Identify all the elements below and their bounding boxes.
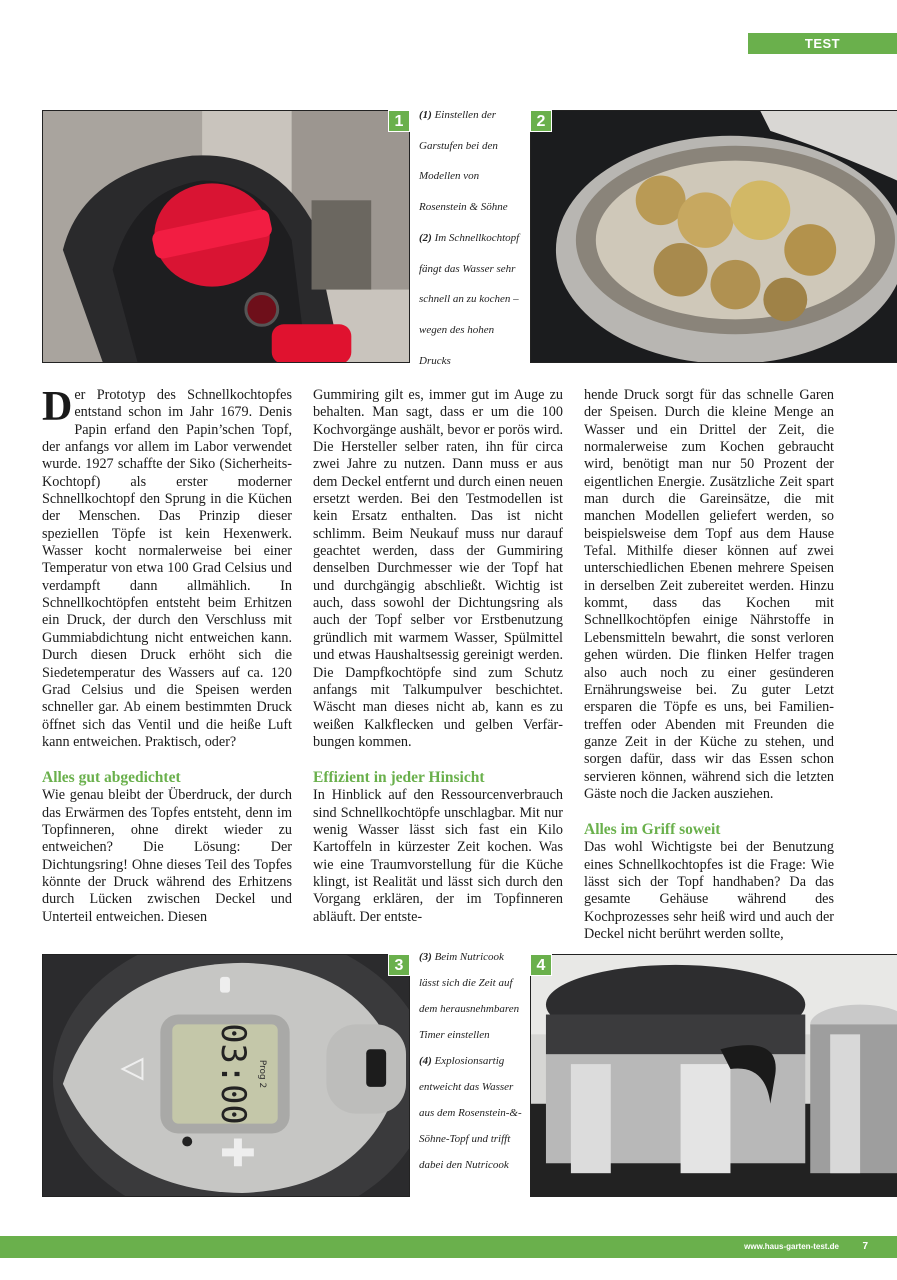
col3-section-text: Das wohl Wichtigste bei der Benutzung eines Schnellkochtopfes ist die Frage: Wie lässt sich der Topf handhaben? Da das gesamte Gehäuse während des Kochprozesses sehr heiß wird und auch der Deckel nicht berührt werden sollte, (584, 839, 834, 942)
pressure-lid-dial-image (43, 111, 409, 362)
drop-cap: D (42, 384, 73, 430)
page-footer (0, 1236, 897, 1258)
timer-time-readout: 03:00 (214, 1023, 254, 1125)
caption-4-text: Explosionsartig entweicht das Wasser aus dem Rosenstein-&-Söhne-Topf und trifft dabei den Nutricook (419, 1055, 522, 1171)
boiling-potatoes-image (531, 111, 897, 362)
photo-pressure-cookers (530, 954, 897, 1197)
photo-number-4: 4 (530, 954, 552, 976)
photo-lid-dial (42, 110, 410, 363)
caption-top (419, 100, 525, 376)
caption-2-label: (2) (419, 231, 432, 244)
article-column-1 (42, 384, 292, 926)
article-intro-paragraph (42, 384, 292, 751)
col1-intro-text: er Prototyp des Schnellkochtopfes entstand schon im Jahr 1679. Denis Papin erfand den Papin’schen Topf, der anfangs vor allem im Labor verwendet wurde. 1927 schaffte der Siko (Sicherheits-Kochtopf) als erster moderner Schnellkochtopf den Sprung in die Küchen der Menschen. Das Prinzip dieser speziellen Töpfe ist kein Hexenwerk. Wasser kocht normalerweise bei einer Temperatur von etwa 100 Grad Celsius und verdampft dann allmählich. In Schnellkochtöpfen entsteht beim Erhitzen ein Druck, der durch den Verschluss mit Gummiabdichtung nicht entweichen kann. Durch diesen Druck erhöht sich die Siedetemperatur des Wassers auf ca. 120 Grad Celsius und die Speisen werden schneller gar. Ab einem bestimmten Druck öffnet sich das Ventil und die heiße Luft kann entweichen. Praktisch, oder? (42, 387, 292, 750)
col3-intro-text: hende Druck sorgt für das schnelle Garen der Speisen. Durch die kleine Menge an Wasser und ein Drittel der Zeit, die normalerweise zum Kochen gebraucht wird, benötigt man nur 50 Prozent der eigentlichen Energie. Zusätzliche Zeit spart man durch die Gareinsätze, die mit manchen Modellen geliefert werden, so beispielsweise dem Topf aus dem Hause Tefal. Mithilfe dieser können auf zwei unterschiedlichen Ebenen mehrere Speisen in derselben Zeit zubereitet werden. Hinzu kommt, dass das Kochen mit Schnellkochtöpfen einige Nährstoffe in Lebensmitteln bewahrt, die sonst verloren gehen würden. Die flinken Helfer tragen also auch noch zu einer gesünderen Ernährungsweise bei. Zu guter Letzt ersparen die Töpfe es uns, bei Familientreffen oder Abenden mit Freunden die ganze Zeit in der Küche zu stehen, und sorgen dafür, dass wir das Essen schon servieren können, während sich die letzten Gäste noch die Jacken ausziehen. (584, 387, 834, 802)
photo-number-3: 3 (388, 954, 410, 976)
col1-section-text: Wie genau bleibt der Überdruck, der durch das Erwärmen des Topfes entsteht, denn im Topfinneren, ohne direkt wieder zu entweichen? Die Lösung: Der Dichtungsring! Ohne dieses Teil des Topfes könnte der Druck während des Erhitzens durch Lücken zwischen Deckel und Unterteil entweichen. Diesen (42, 787, 292, 925)
photo-digital-timer (42, 954, 410, 1197)
photo-number-1: 1 (388, 110, 410, 132)
caption-3-label: (3) (419, 951, 432, 963)
caption-1-label: (1) (419, 109, 432, 121)
photo-number-2: 2 (530, 110, 552, 132)
caption-3-text: Beim Nutricook lässt sich die Zeit auf dem herausnehmbaren Timer einstellen (419, 951, 520, 1041)
caption-4-label: (4) (419, 1055, 432, 1067)
timer-program-readout: Prog 2 (256, 1059, 267, 1089)
page-number: 7 (862, 1241, 868, 1252)
caption-1-text: Einstellen der Garstufen bei den Modellen von Rosenstein & Söhne (419, 109, 508, 214)
heading-effizient: Effizient in jeder Hinsicht (313, 769, 485, 787)
col2-section-text: In Hinblick auf den Ressourcenverbrauch sind Schnellkochtöpfe unschlagbar. Mit nur wenig Wasser lässt sich fast ein Kilo Kartoffeln in kürzester Zeit kochen. Was wie eine Traumvorstellung für die Küche klingt, ist Realität und lässt sich durch den Vorgang erklären, der im Topfinneren abläuft. Der entste- (313, 787, 563, 925)
caption-2-text: Im Schnellkochtopf fängt das Wasser sehr schnell an zu kochen – wegen des hohen Drucks (419, 231, 520, 367)
col2-intro-text: Gummiring gilt es, immer gut im Auge zu behalten. Man sagt, dass er um die 100 Kochvorgänge aushält, bevor er porös wird. Die Hersteller selber raten, ihn für circa zwei Jahre zu nutzen. Dann muss er aus dem Deckel entfernt und durch einen neuen ersetzt werden. Bei den Testmodellen ist kein Ersatz enthalten. Das ist nicht schlimm. Beim Neukauf muss nur darauf geachtet werden, dass der Gummiring denselben Durchmesser wie der Topf hat und durchgängig abschließt. Wichtig ist auch, dass sowohl der Dichtungsring als auch der Topf selber vor Erstbenutzung gründlich mit warmem Wasser, Spülmittel und etwas Haushaltsessig gereinigt werden. Die Dampfkochtöpfe sind zum Schutz anfangs mit Talkumpulver beschichtet. Wäscht man dieses nicht ab, kann es zu weißen Kalkflecken und gelben Verfärbungen kommen. (313, 387, 563, 750)
pressure-cookers-image (531, 955, 897, 1196)
article-column-3 (584, 387, 834, 943)
section-tag: TEST (748, 33, 897, 54)
heading-griff: Alles im Griff soweit (584, 821, 721, 839)
article-column-2 (313, 387, 563, 926)
digital-timer-image (43, 955, 409, 1196)
caption-bottom (419, 944, 525, 1178)
footer-url[interactable]: www.haus-garten-test.de (744, 1242, 839, 1251)
heading-abgedichtet: Alles gut abgedichtet (42, 769, 181, 787)
photo-boiling-potatoes (530, 110, 897, 363)
